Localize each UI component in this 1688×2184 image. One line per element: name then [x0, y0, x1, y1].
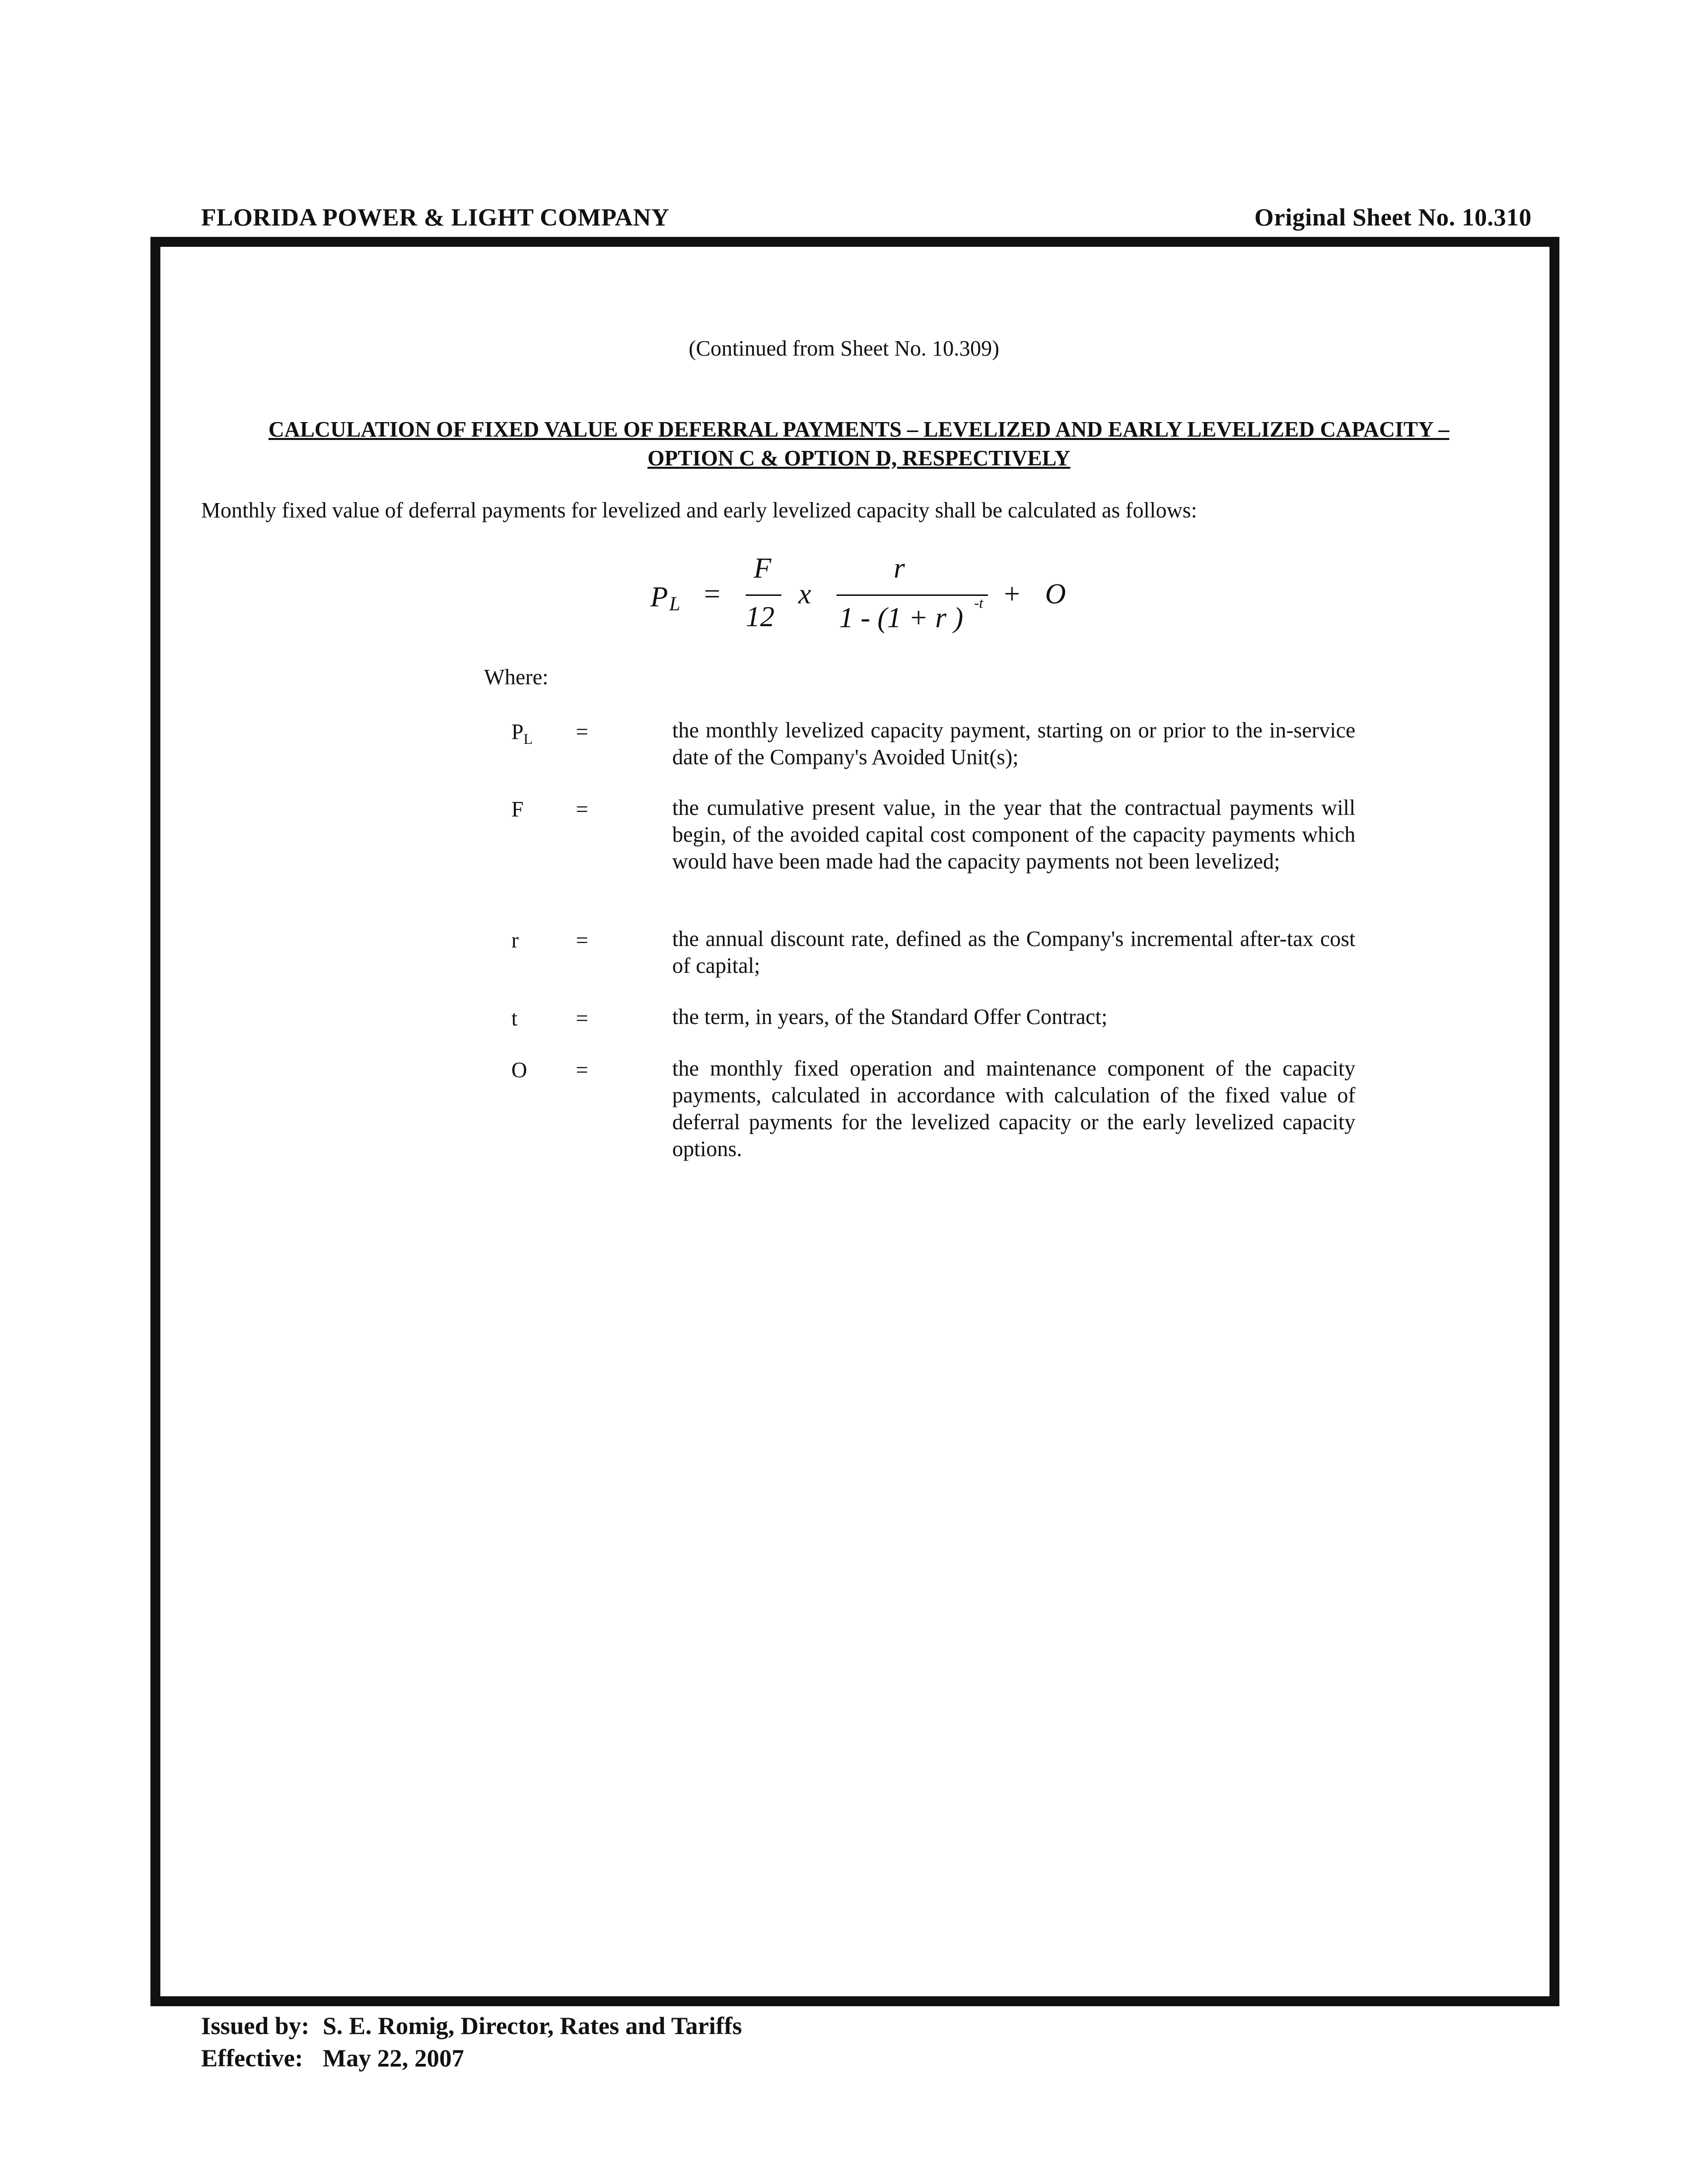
effective-label: Effective: — [201, 2044, 303, 2072]
definition-equals: = — [576, 1058, 588, 1082]
sheet-number: Original Sheet No. 10.310 — [1254, 203, 1532, 231]
issued-by-label: Issued by: — [201, 2012, 310, 2039]
formula-frac1-denominator: 12 — [746, 600, 774, 633]
formula-frac2-exponent: -t — [974, 595, 984, 611]
definition-text: the term, in years, of the Standard Offer Contract; — [672, 1005, 1108, 1029]
definition-symbol: F — [511, 797, 524, 821]
effective-value: May 22, 2007 — [323, 2044, 464, 2072]
where-label: Where: — [484, 665, 549, 689]
definition-equals: = — [576, 797, 588, 821]
formula-frac1-numerator: F — [754, 552, 772, 584]
definition-equals: = — [576, 1006, 588, 1030]
formula-frac2-denominator: 1 - (1 + r ) — [839, 601, 964, 634]
formula-o-term: O — [1045, 578, 1066, 610]
continued-note: (Continued from Sheet No. 10.309) — [689, 336, 999, 361]
formula-frac2-bar — [837, 594, 988, 596]
formula — [640, 551, 1137, 646]
symbol-subscript: L — [523, 730, 533, 747]
formula-frac1-bar — [746, 594, 781, 596]
definition-text: the monthly fixed operation and maintenance component of the capacity payments, calculated in accordance with calculation of the fixed value of deferral payments for the levelized capacity or the early levelized capacity options. — [672, 1056, 1355, 1161]
formula-times: x — [798, 578, 811, 610]
formula-lhs: P — [650, 581, 668, 613]
definition-equals: = — [576, 720, 588, 744]
symbol-letter: P — [511, 720, 524, 744]
section-title-line-1: CALCULATION OF FIXED VALUE OF DEFERRAL PAYMENTS – LEVELIZED AND EARLY LEVELIZED CAPACITY – — [268, 417, 1450, 441]
definition-symbol: t — [511, 1006, 518, 1030]
definition-text: the monthly levelized capacity payment, starting on or prior to the in-service date of the Company's Avoided Unit(s); — [672, 718, 1355, 769]
issued-by-value: S. E. Romig, Director, Rates and Tariffs — [323, 2012, 742, 2039]
section-title — [199, 415, 1519, 473]
definition-symbol: r — [511, 928, 519, 952]
company-name: FLORIDA POWER & LIGHT COMPANY — [201, 203, 670, 231]
formula-frac2-numerator: r — [894, 552, 905, 584]
section-title-line-2: OPTION C & OPTION D, RESPECTIVELY — [647, 446, 1070, 470]
formula-lhs-subscript: L — [669, 592, 681, 615]
definition-symbol — [511, 719, 551, 748]
intro-text: Monthly fixed value of deferral payments for levelized and early levelized capacity shall be calculated as follows: — [201, 498, 1197, 522]
formula-equals: = — [704, 578, 720, 610]
formula-plus: + — [1004, 578, 1020, 610]
definition-text: the cumulative present value, in the year that the contractual payments will begin, of the avoided capital cost component of the capacity payments which would have been made had the capacity payments not been levelized; — [672, 796, 1355, 874]
definition-equals: = — [576, 928, 588, 952]
definition-symbol: O — [511, 1058, 527, 1082]
definition-text: the annual discount rate, defined as the Company's incremental after-tax cost of capital; — [672, 927, 1355, 978]
